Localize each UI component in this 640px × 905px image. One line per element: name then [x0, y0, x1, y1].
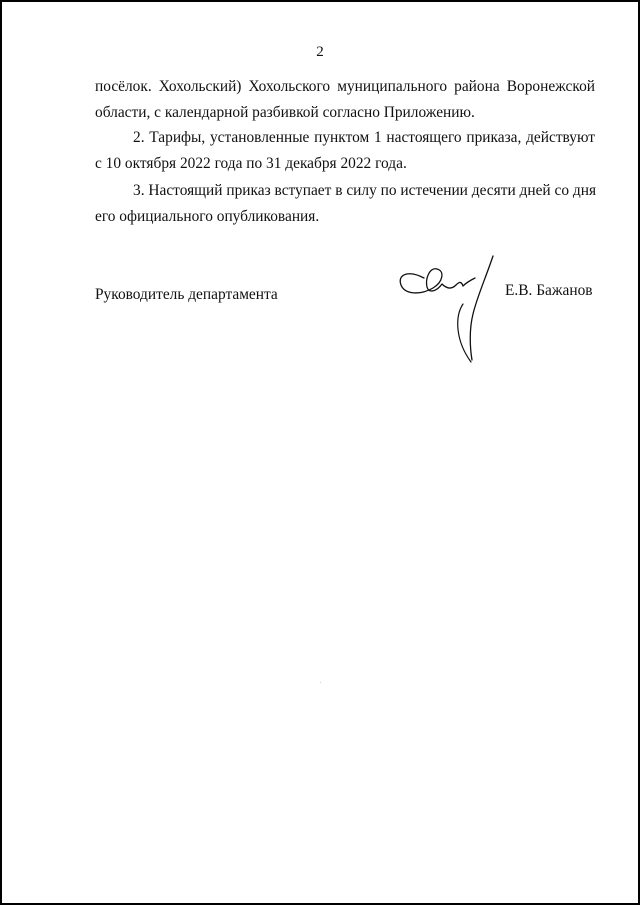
text-line-2: области, с календарной разбивкой согласно Приложению.: [95, 104, 475, 121]
paragraph-3-line-2: его официального опубликования.: [95, 208, 320, 225]
page-number: 2: [316, 44, 324, 60]
signer-title: Руководитель департамента: [95, 286, 278, 303]
text-line-1: посёлок. Хохольский) Хохольского муниципального района Воронежской: [95, 78, 595, 95]
signer-name: Е.В. Бажанов: [505, 282, 593, 299]
paragraph-2-line-1: 2. Тарифы, установленные пунктом 1 настоящего приказа, действуют: [133, 129, 595, 146]
paragraph-2-line-2: с 10 октября 2022 года по 31 декабря 2022 года.: [95, 155, 407, 172]
scan-speck: [320, 682, 321, 683]
handwritten-signature: [395, 252, 505, 372]
paragraph-3-line-1: 3. Настоящий приказ вступает в силу по истечении десяти дней со дня: [133, 182, 597, 199]
